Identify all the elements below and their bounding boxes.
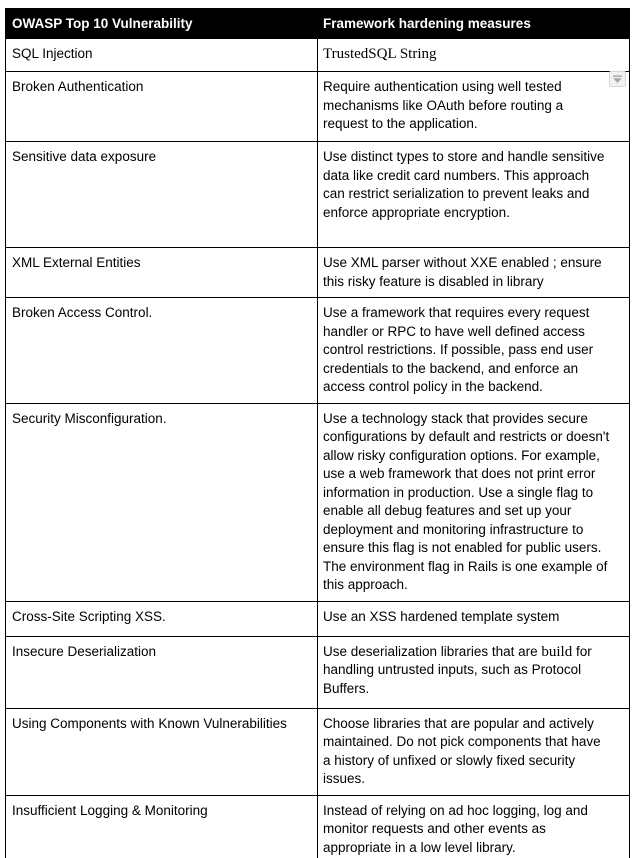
vulnerability-cell: Insecure Deserialization <box>6 636 318 708</box>
table-row <box>6 248 630 298</box>
table-row <box>6 795 630 858</box>
measure-text-segment: TrustedSQL String <box>323 46 437 62</box>
vulnerability-cell: Security Misconfiguration. <box>6 403 318 601</box>
vulnerability-cell: Broken Access Control. <box>6 298 318 404</box>
measure-text-segment: Use a technology stack that provides secure configurations by default and restricts or doesn't allow risky configuration options. For example, use a web framework that does not print error information in production. Use a single flag to enable all debug features and set up your deployment and monitoring infrastructure to ensure this flag is not enabled for public users. The environment flag in Rails is one example of this approach. <box>323 410 610 592</box>
measure-cell <box>318 795 630 858</box>
vulnerability-cell: SQL Injection <box>6 39 318 72</box>
table-row <box>6 298 630 404</box>
vulnerability-cell: Broken Authentication <box>6 72 318 142</box>
collapsed-comment-marker-icon[interactable] <box>609 71 626 87</box>
measure-text-segment: Use a framework that requires every request handler or RPC to have well defined access control restrictions. If possible, pass end user credentials to the backend, and enforce an access control policy in the backend. <box>323 305 594 394</box>
measure-text-segment: Use deserialization libraries that are <box>323 643 542 659</box>
measure-cell <box>318 708 630 795</box>
measure-text-segment: for handling untrusted inputs, such as Protocol Buffers. <box>323 643 592 696</box>
measure-text-segment: Use an XSS hardened template system <box>323 608 560 624</box>
table-row <box>6 636 630 708</box>
measure-cell <box>318 403 630 601</box>
header-row <box>6 9 630 39</box>
measure-cell <box>318 72 630 142</box>
table-row <box>6 601 630 636</box>
measure-cell <box>318 636 630 708</box>
vulnerability-cell: Sensitive data exposure <box>6 142 318 248</box>
vulnerability-cell: Using Components with Known Vulnerabilities <box>6 708 318 795</box>
measure-text-segment: build <box>541 643 573 660</box>
measure-text-segment: Use XML parser without XXE enabled ; ensure this risky feature is disabled in library <box>323 255 602 289</box>
table-row <box>6 708 630 795</box>
table-body <box>6 39 630 858</box>
header-vulnerability-column: OWASP Top 10 Vulnerability <box>6 9 318 39</box>
vulnerability-cell: Cross-Site Scripting XSS. <box>6 601 318 636</box>
measure-cell <box>318 39 630 72</box>
vulnerability-cell: XML External Entities <box>6 248 318 298</box>
measure-cell <box>318 142 630 248</box>
owasp-hardening-table <box>5 8 630 858</box>
table-row <box>6 403 630 601</box>
table-row <box>6 39 630 72</box>
measure-cell <box>318 298 630 404</box>
vulnerability-cell: Insufficient Logging & Monitoring <box>6 795 318 858</box>
measure-text-segment: Require authentication using well tested mechanisms like OAuth before routing a request to the application. <box>323 79 564 131</box>
measure-cell <box>318 248 630 298</box>
measure-cell <box>318 601 630 636</box>
measure-text-segment: Choose libraries that are popular and actively maintained. Do not pick components that have a history of unfixed or slowly fixed security issues. <box>323 715 601 786</box>
measure-text-segment: Instead of relying on ad hoc logging, log and monitor requests and other events as appropriate in a low level library. <box>323 802 588 855</box>
table-row <box>6 72 630 142</box>
table-row <box>6 142 630 248</box>
collapse-down-icon <box>612 75 623 84</box>
measure-text-segment: Use distinct types to store and handle sensitive data like credit card numbers. This approach can restrict serialization to prevent leaks and enforce appropriate encryption. <box>323 149 605 220</box>
header-measures-column: Framework hardening measures <box>318 9 630 39</box>
